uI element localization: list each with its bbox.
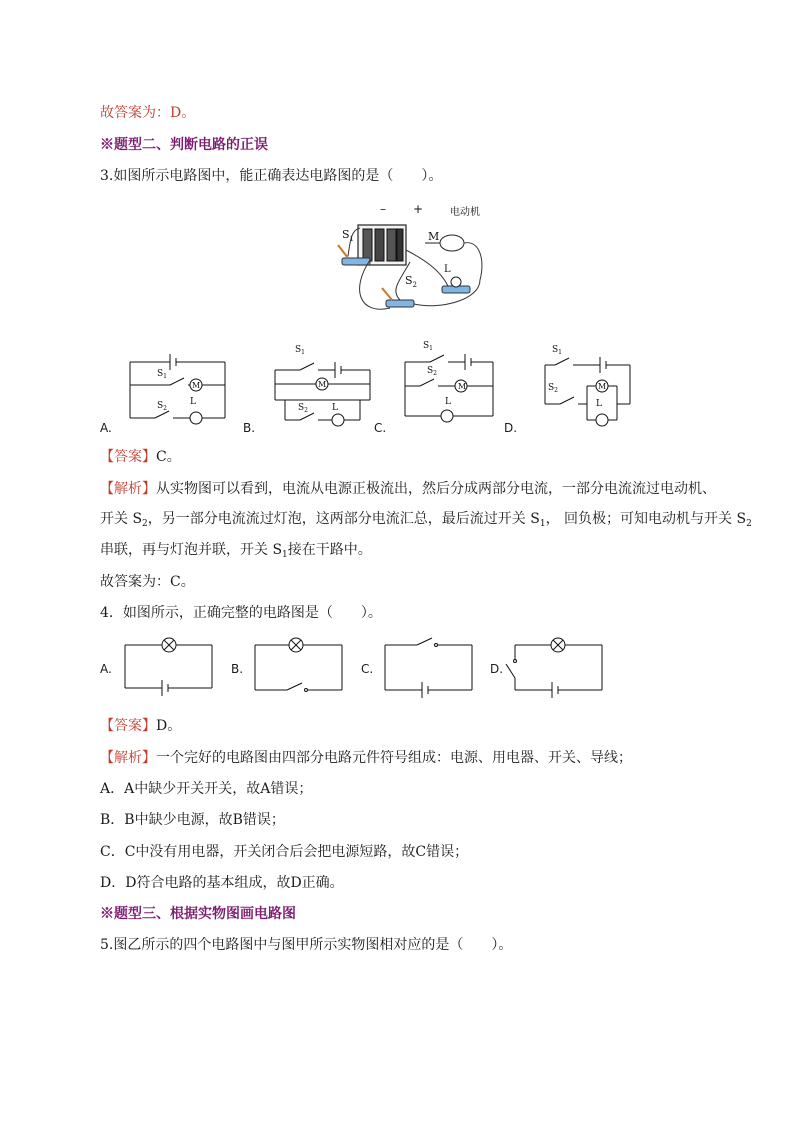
q4-circuit-c (385, 638, 472, 698)
lamp-bulb (451, 277, 461, 287)
q4-answer: 【答案】D。 (100, 718, 182, 734)
svg-text:S2: $S_2$ (298, 403, 308, 414)
q4-option-d[interactable]: D. (490, 662, 504, 676)
q3-circuit-b (275, 362, 370, 426)
section-title-3: ※题型三、根据实物图画电路图 (100, 906, 296, 922)
q3-answer: 【答案】C。 (100, 449, 181, 465)
switch-s1-base (342, 258, 370, 265)
q4-circuit-d (506, 638, 602, 698)
svg-text:S1: $S_1$ (157, 369, 167, 380)
q3-analysis-3: 串联，再与灯泡并联，开关 $S_1$接在干路中。 (100, 542, 372, 560)
motor-name-label: 电动机 (450, 207, 480, 218)
svg-text:M: M (598, 382, 607, 391)
q3-option-a[interactable]: A. (100, 421, 112, 435)
svg-text:L: L (596, 399, 602, 409)
svg-text:S1: $S_1$ (295, 345, 305, 356)
q5-stem: 5.图乙所示的四个电路图中与图甲所示实物图相对应的是（ ）。 (100, 937, 513, 953)
svg-text:S1: $S_1$ (423, 341, 433, 352)
q3-option-d[interactable]: D. (504, 421, 518, 435)
q3-option-b[interactable]: B. (243, 421, 256, 435)
svg-text:L: L (190, 397, 196, 407)
q4-option-c[interactable]: C. (361, 662, 374, 676)
q4-stem: 4．如图所示，正确完整的电路图是（ ）。 (100, 605, 382, 621)
section-title-2: ※题型二、判断电路的正误 (100, 137, 268, 153)
svg-text:S2: $S_2$ (427, 366, 437, 377)
q2-final-answer: 故答案为：D。 (100, 105, 196, 121)
q4-circuit-b (255, 638, 342, 692)
q3-analysis-2: 开关 $S_2$，另一部分电流流过灯泡，这两部分电流汇总，最后流过开关 $S_1$， 回负极；可知电动机与开关 $S_2$ (100, 511, 752, 529)
q3-analysis-1: 【解析】从实物图可以看到，电流从电源正极流出，然后分成两部分电流，一部分电流流过电动机、 (100, 481, 716, 497)
s1-label: $S_1$ (342, 228, 355, 243)
svg-text:L: L (445, 397, 451, 407)
svg-text:S2: $S_2$ (548, 383, 558, 394)
q3-circuit-a (130, 354, 225, 424)
q4-option-a[interactable]: A. (100, 662, 112, 676)
svg-text:M: M (192, 381, 201, 390)
svg-text:M: M (318, 380, 327, 389)
s2-label: $S_2$ (405, 274, 418, 289)
motor-body (440, 235, 464, 251)
q3-final-answer: 故答案为：C。 (100, 574, 195, 590)
q4-analysis-d: D．D符合电路的基本组成，故D正确。 (100, 875, 344, 891)
q3-option-c[interactable]: C. (374, 421, 387, 435)
minus-label: – (380, 202, 386, 216)
q4-analysis-b: B．B中缺少电源，故B错误； (100, 812, 285, 828)
q3-physical-figure (330, 200, 490, 320)
switch-s2-base (386, 300, 414, 307)
q4-option-b[interactable]: B. (231, 662, 244, 676)
svg-text:M: M (458, 382, 467, 391)
svg-text:L: L (332, 403, 338, 413)
q3-circuit-c (405, 354, 493, 422)
q4-circuit-a (125, 638, 212, 696)
svg-text:S2: $S_2$ (157, 401, 167, 412)
q4-analysis: 【解析】一个完好的电路图由四部分电路元件符号组成：电源、用电器、开关、导线； (100, 750, 632, 766)
plus-label: + (413, 202, 424, 216)
q3-stem: 3.如图所示电路图中，能正确表达电路图的是（ ）。 (100, 168, 443, 184)
l-label: L (444, 264, 451, 275)
q4-analysis-c: C．C中没有用电器，开关闭合后会把电源短路，故C错误； (100, 844, 469, 860)
svg-text:S1: $S_1$ (552, 345, 562, 356)
q3-option-circuits (100, 340, 640, 436)
q4-option-circuits (100, 630, 620, 695)
m-label: M (428, 230, 440, 243)
q4-analysis-a: A．A中缺少开关开关，故A错误； (100, 781, 313, 797)
